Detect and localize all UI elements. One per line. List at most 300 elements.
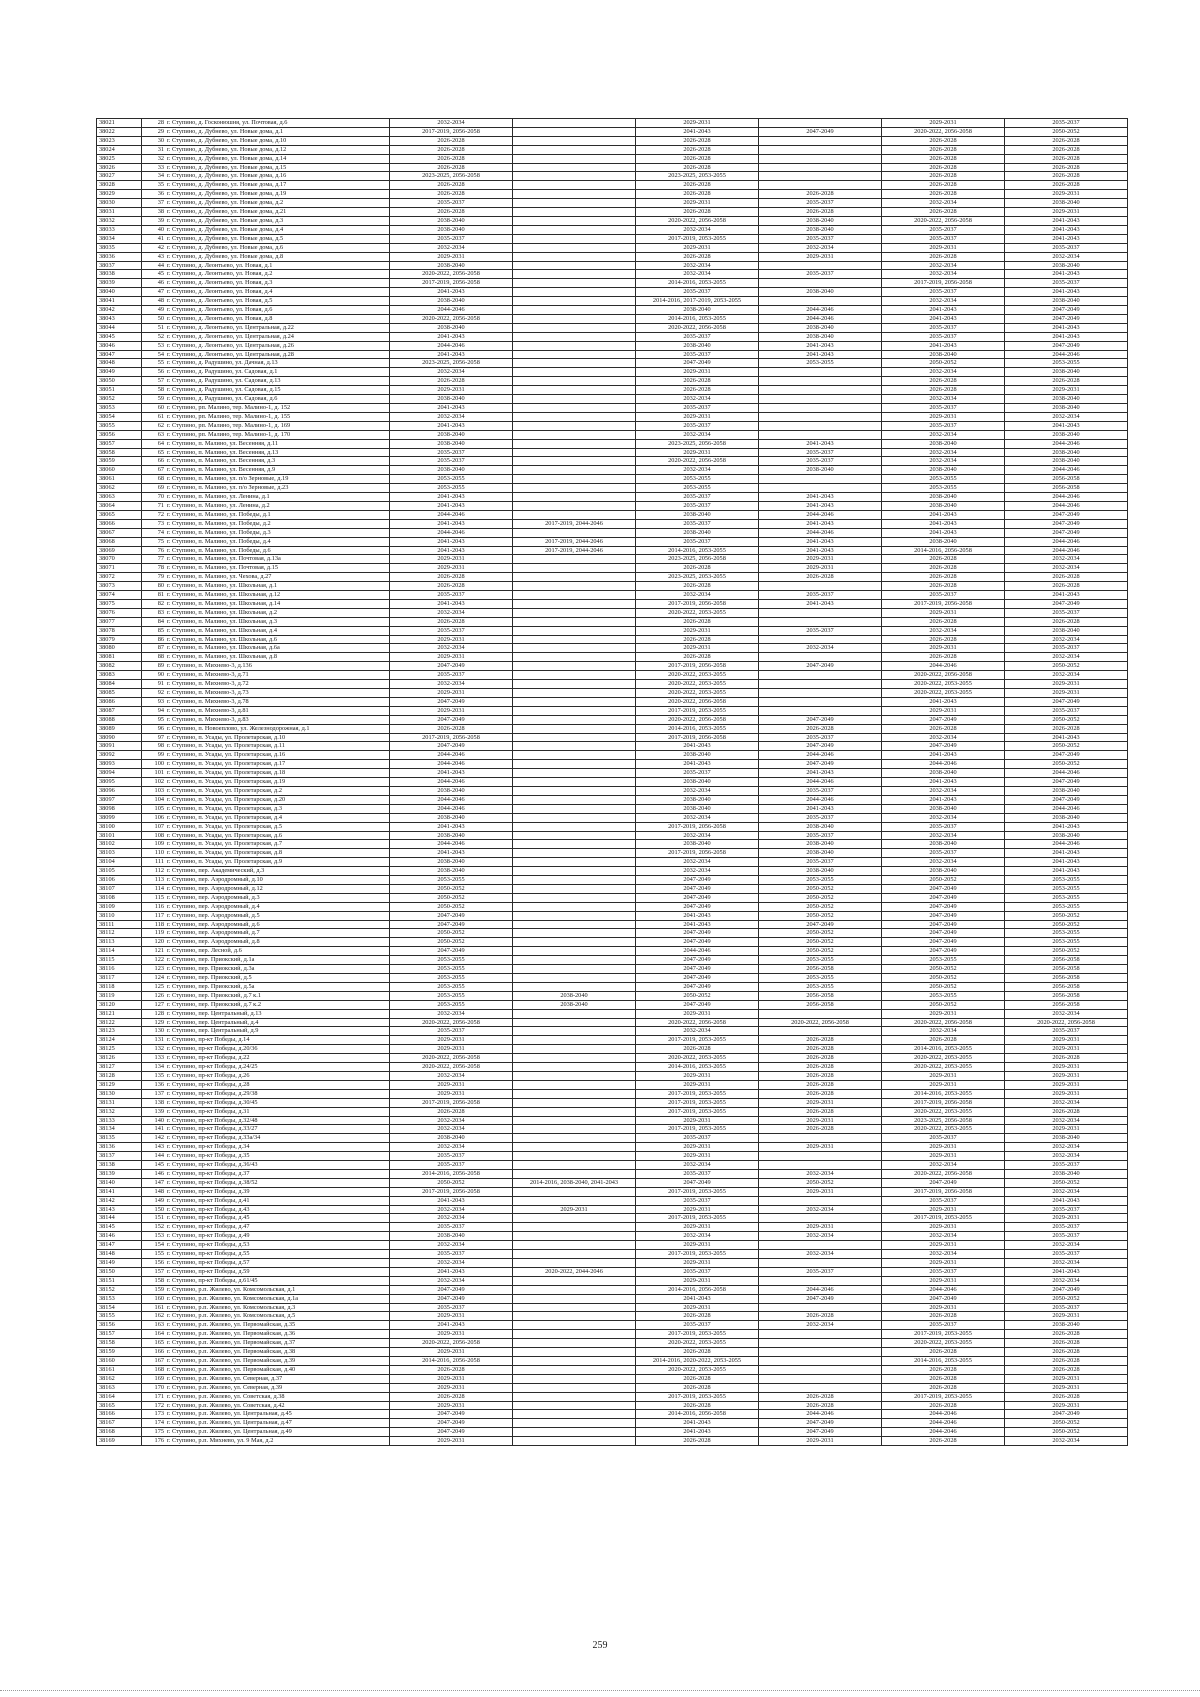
row-number: 102 xyxy=(142,778,166,787)
period-cell-2 xyxy=(513,804,636,813)
address-cell: г. Ступино, пер. Аэродромный, д.3 xyxy=(165,893,390,902)
address-cell: г. Ступино, пер. Центральный, д.9 xyxy=(165,1027,390,1036)
row-code: 38081 xyxy=(97,653,142,662)
period-cell-3: 2041-2043 xyxy=(636,1428,759,1437)
period-cell-1: 2032-2034 xyxy=(390,368,513,377)
table-row xyxy=(97,671,1128,680)
period-cell-6: 2029-2031 xyxy=(1005,1312,1128,1321)
period-cell-6: 2026-2028 xyxy=(1005,724,1128,733)
period-cell-5: 2053-2055 xyxy=(882,484,1005,493)
period-cell-1: 2041-2043 xyxy=(390,1196,513,1205)
row-code: 38049 xyxy=(97,368,142,377)
table-row xyxy=(97,867,1128,876)
period-cell-4: 2035-2037 xyxy=(759,831,882,840)
address-cell: г. Ступино, р.п. Жилево, ул. Первомайская, д.35 xyxy=(165,1321,390,1330)
period-cell-4: 2050-2052 xyxy=(759,884,882,893)
period-cell-5: 2029-2031 xyxy=(882,1152,1005,1161)
period-cell-4: 2026-2028 xyxy=(759,1045,882,1054)
period-cell-1: 2047-2049 xyxy=(390,742,513,751)
period-cell-2: 2017-2019, 2044-2046 xyxy=(513,519,636,528)
period-cell-6: 2047-2049 xyxy=(1005,1285,1128,1294)
row-number: 54 xyxy=(142,350,166,359)
address-cell: г. Ступино, пр-кт Победы, д.61/45 xyxy=(165,1276,390,1285)
period-cell-2 xyxy=(513,706,636,715)
period-cell-6: 2044-2046 xyxy=(1005,546,1128,555)
period-cell-4 xyxy=(759,386,882,395)
period-cell-2 xyxy=(513,617,636,626)
period-cell-4: 2029-2031 xyxy=(759,564,882,573)
row-number: 79 xyxy=(142,573,166,582)
period-cell-1: 2029-2031 xyxy=(390,689,513,698)
period-cell-3: 2032-2034 xyxy=(636,786,759,795)
period-cell-1: 2029-2031 xyxy=(390,1045,513,1054)
row-number: 123 xyxy=(142,965,166,974)
period-cell-6: 2035-2037 xyxy=(1005,706,1128,715)
table-row xyxy=(97,965,1128,974)
row-code: 38117 xyxy=(97,974,142,983)
period-cell-3: 2035-2037 xyxy=(636,769,759,778)
period-cell-4: 2041-2043 xyxy=(759,599,882,608)
period-cell-1: 2044-2046 xyxy=(390,840,513,849)
period-cell-1: 2026-2028 xyxy=(390,136,513,145)
period-cell-2 xyxy=(513,261,636,270)
table-row xyxy=(97,1107,1128,1116)
period-cell-3: 2026-2028 xyxy=(636,208,759,217)
period-cell-5: 2014-2016, 2053-2055 xyxy=(882,1356,1005,1365)
period-cell-3: 2020-2022, 2053-2055 xyxy=(636,689,759,698)
address-cell: г. Ступино, р.п. Жилево, ул. Центральная, д.45 xyxy=(165,1410,390,1419)
row-number: 160 xyxy=(142,1294,166,1303)
period-cell-3: 2014-2016, 2053-2055 xyxy=(636,546,759,555)
address-cell: г. Ступино, пер. Аэродромный, д.12 xyxy=(165,884,390,893)
row-code: 38099 xyxy=(97,813,142,822)
period-cell-1: 2035-2037 xyxy=(390,671,513,680)
address-cell: г. Ступино, д. Дубнево, ул. Новые дома, д.6 xyxy=(165,243,390,252)
period-cell-3: 2038-2040 xyxy=(636,778,759,787)
address-cell: г. Ступино, д. Дубнево, ул. Новые дома, д.4 xyxy=(165,225,390,234)
period-cell-2 xyxy=(513,1428,636,1437)
period-cell-6: 2050-2052 xyxy=(1005,662,1128,671)
row-number: 158 xyxy=(142,1276,166,1285)
address-cell: г. Ступино, пр-кт Победы, д.49 xyxy=(165,1232,390,1241)
period-cell-6: 2032-2034 xyxy=(1005,555,1128,564)
period-cell-3: 2035-2037 xyxy=(636,519,759,528)
period-cell-5: 2053-2055 xyxy=(882,956,1005,965)
row-number: 75 xyxy=(142,537,166,546)
address-cell: г. Ступино, р.п. Жилево, ул. Советская, д.42 xyxy=(165,1401,390,1410)
row-code: 38038 xyxy=(97,270,142,279)
period-cell-6: 2038-2040 xyxy=(1005,1169,1128,1178)
row-number: 34 xyxy=(142,172,166,181)
period-cell-6: 2047-2049 xyxy=(1005,341,1128,350)
table-row xyxy=(97,493,1128,502)
period-cell-1: 2044-2046 xyxy=(390,341,513,350)
period-cell-4 xyxy=(759,617,882,626)
row-code: 38087 xyxy=(97,706,142,715)
period-cell-2 xyxy=(513,742,636,751)
row-code: 38115 xyxy=(97,956,142,965)
row-code: 38076 xyxy=(97,608,142,617)
period-cell-1: 2032-2034 xyxy=(390,1205,513,1214)
table-row xyxy=(97,368,1128,377)
period-cell-3: 2029-2031 xyxy=(636,368,759,377)
period-cell-3: 2014-2016, 2053-2055 xyxy=(636,1063,759,1072)
row-code: 38058 xyxy=(97,448,142,457)
period-cell-6: 2053-2055 xyxy=(1005,902,1128,911)
address-cell: г. Ступино, рп. Малино, тер. Малино-1, д. 170 xyxy=(165,430,390,439)
period-cell-1: 2047-2049 xyxy=(390,1410,513,1419)
period-cell-4: 2026-2028 xyxy=(759,1054,882,1063)
row-code: 38072 xyxy=(97,573,142,582)
period-cell-6: 2032-2034 xyxy=(1005,1259,1128,1268)
address-cell: г. Ступино, п. Михнево-3, д.78 xyxy=(165,697,390,706)
period-cell-2 xyxy=(513,199,636,208)
period-cell-1: 2029-2031 xyxy=(390,1080,513,1089)
period-cell-4: 2056-2058 xyxy=(759,991,882,1000)
address-cell: г. Ступино, п. Малино, ул. Ленина, д.1 xyxy=(165,493,390,502)
row-number: 38 xyxy=(142,208,166,217)
period-cell-5: 2035-2037 xyxy=(882,288,1005,297)
table-row xyxy=(97,1080,1128,1089)
row-code: 38086 xyxy=(97,697,142,706)
period-cell-3: 2029-2031 xyxy=(636,1205,759,1214)
row-number: 63 xyxy=(142,430,166,439)
row-code: 38041 xyxy=(97,297,142,306)
period-cell-5: 2041-2043 xyxy=(882,519,1005,528)
period-cell-4 xyxy=(759,1241,882,1250)
period-cell-3: 2026-2028 xyxy=(636,1437,759,1446)
period-cell-2 xyxy=(513,154,636,163)
period-cell-6: 2044-2046 xyxy=(1005,350,1128,359)
period-cell-4 xyxy=(759,395,882,404)
period-cell-2 xyxy=(513,1187,636,1196)
period-cell-3: 2041-2043 xyxy=(636,911,759,920)
row-code: 38027 xyxy=(97,172,142,181)
period-cell-5: 2050-2052 xyxy=(882,965,1005,974)
table-row xyxy=(97,537,1128,546)
table-row xyxy=(97,635,1128,644)
table-row xyxy=(97,786,1128,795)
table-row xyxy=(97,404,1128,413)
row-number: 49 xyxy=(142,306,166,315)
table-row xyxy=(97,1250,1128,1259)
row-code: 38169 xyxy=(97,1437,142,1446)
period-cell-1: 2047-2049 xyxy=(390,715,513,724)
row-code: 38043 xyxy=(97,314,142,323)
address-cell: г. Ступино, пр-кт Победы, д.26 xyxy=(165,1071,390,1080)
address-cell: г. Ступино, пр-кт Победы, д.20/36 xyxy=(165,1045,390,1054)
period-cell-6: 2044-2046 xyxy=(1005,493,1128,502)
period-cell-1: 2029-2031 xyxy=(390,1401,513,1410)
address-cell: г. Ступино, пр-кт Победы, д.24/25 xyxy=(165,1063,390,1072)
period-cell-2 xyxy=(513,902,636,911)
period-cell-2 xyxy=(513,697,636,706)
period-cell-1: 2038-2040 xyxy=(390,1232,513,1241)
row-number: 139 xyxy=(142,1107,166,1116)
address-cell: г. Ступино, р.п. Жилево, ул. Комсомольская, д.1а xyxy=(165,1294,390,1303)
row-number: 91 xyxy=(142,680,166,689)
period-cell-1: 2044-2046 xyxy=(390,528,513,537)
period-cell-4: 2047-2049 xyxy=(759,760,882,769)
period-cell-3: 2017-2019, 2053-2055 xyxy=(636,1330,759,1339)
period-cell-4: 2047-2049 xyxy=(759,1428,882,1437)
period-cell-5: 2032-2034 xyxy=(882,270,1005,279)
table-row xyxy=(97,297,1128,306)
address-cell: г. Ступино, д. Дубнево, ул. Новые дома, д.21 xyxy=(165,208,390,217)
table-row xyxy=(97,1071,1128,1080)
period-cell-5: 2017-2019, 2053-2055 xyxy=(882,1392,1005,1401)
period-cell-6: 2050-2052 xyxy=(1005,1419,1128,1428)
period-cell-4: 2056-2058 xyxy=(759,1000,882,1009)
period-cell-5: 2047-2049 xyxy=(882,884,1005,893)
row-code: 38120 xyxy=(97,1000,142,1009)
period-cell-5: 2029-2031 xyxy=(882,1303,1005,1312)
period-cell-3: 2032-2034 xyxy=(636,395,759,404)
period-cell-2 xyxy=(513,1152,636,1161)
period-cell-2 xyxy=(513,947,636,956)
address-cell: г. Ступино, п. Усады, ул. Пролетарская, д.4 xyxy=(165,813,390,822)
period-cell-5: 2041-2043 xyxy=(882,528,1005,537)
address-cell: г. Ступино, пер. Приокский, д.1а xyxy=(165,956,390,965)
period-cell-3: 2029-2031 xyxy=(636,1276,759,1285)
period-cell-3: 2038-2040 xyxy=(636,804,759,813)
period-cell-4: 2032-2034 xyxy=(759,1232,882,1241)
period-cell-2 xyxy=(513,911,636,920)
row-code: 38096 xyxy=(97,786,142,795)
period-cell-5: 2026-2028 xyxy=(882,208,1005,217)
period-cell-6: 2029-2031 xyxy=(1005,1071,1128,1080)
period-cell-1: 2053-2055 xyxy=(390,982,513,991)
period-cell-6: 2035-2037 xyxy=(1005,1303,1128,1312)
period-cell-2 xyxy=(513,270,636,279)
period-cell-1: 2032-2034 xyxy=(390,1214,513,1223)
address-cell: г. Ступино, пер. Академический, д.3 xyxy=(165,867,390,876)
period-cell-4 xyxy=(759,368,882,377)
period-cell-6: 2026-2028 xyxy=(1005,136,1128,145)
period-cell-1: 2032-2034 xyxy=(390,644,513,653)
period-cell-3: 2032-2034 xyxy=(636,1161,759,1170)
period-cell-1: 2041-2043 xyxy=(390,332,513,341)
period-cell-4 xyxy=(759,635,882,644)
schedule-table-body xyxy=(97,119,1128,1446)
period-cell-4: 2026-2028 xyxy=(759,1071,882,1080)
row-number: 109 xyxy=(142,840,166,849)
row-number: 174 xyxy=(142,1419,166,1428)
period-cell-6: 2044-2046 xyxy=(1005,840,1128,849)
page-number: 259 xyxy=(592,1640,608,1651)
table-row xyxy=(97,1348,1128,1357)
period-cell-6: 2020-2022, 2056-2058 xyxy=(1005,1018,1128,1027)
address-cell: г. Ступино, р.п. Жилево, ул. Первомайская, д.38 xyxy=(165,1348,390,1357)
period-cell-2 xyxy=(513,510,636,519)
period-cell-5: 2026-2028 xyxy=(882,163,1005,172)
row-number: 149 xyxy=(142,1196,166,1205)
period-cell-3: 2017-2019, 2053-2055 xyxy=(636,1125,759,1134)
period-cell-3: 2035-2037 xyxy=(636,350,759,359)
period-cell-1: 2026-2028 xyxy=(390,1107,513,1116)
period-cell-4: 2035-2037 xyxy=(759,199,882,208)
period-cell-4: 2044-2046 xyxy=(759,306,882,315)
period-cell-5: 2026-2028 xyxy=(882,377,1005,386)
period-cell-2 xyxy=(513,564,636,573)
address-cell: г. Ступино, п. Малино, ул. Школьная, д.14 xyxy=(165,599,390,608)
address-cell: г. Ступино, д. Радушино, ул. Садовая, д.6 xyxy=(165,395,390,404)
row-number: 152 xyxy=(142,1223,166,1232)
period-cell-2 xyxy=(513,1339,636,1348)
address-cell: г. Ступино, пр-кт Победы, д.14 xyxy=(165,1036,390,1045)
period-cell-4: 2047-2049 xyxy=(759,662,882,671)
address-cell: г. Ступино, р.п. Жилево, ул. Первомайская, д.40 xyxy=(165,1365,390,1374)
period-cell-6: 2038-2040 xyxy=(1005,199,1128,208)
table-row xyxy=(97,136,1128,145)
period-cell-1: 2032-2034 xyxy=(390,608,513,617)
address-cell: г. Ступино, п. Малино, ул. Победы, д.4 xyxy=(165,537,390,546)
row-code: 38106 xyxy=(97,876,142,885)
period-cell-1: 2029-2031 xyxy=(390,706,513,715)
period-cell-2 xyxy=(513,876,636,885)
row-code: 38168 xyxy=(97,1428,142,1437)
period-cell-4: 2038-2040 xyxy=(759,867,882,876)
row-number: 124 xyxy=(142,974,166,983)
address-cell: г. Ступино, п. Михнево-3, д.81 xyxy=(165,706,390,715)
period-cell-2 xyxy=(513,1232,636,1241)
row-number: 148 xyxy=(142,1187,166,1196)
row-number: 80 xyxy=(142,582,166,591)
row-code: 38110 xyxy=(97,911,142,920)
period-cell-1: 2041-2043 xyxy=(390,350,513,359)
period-cell-6: 2050-2052 xyxy=(1005,127,1128,136)
address-cell: г. Ступино, п. Малино, ул. Школьная, д.8 xyxy=(165,653,390,662)
row-code: 38165 xyxy=(97,1401,142,1410)
period-cell-2 xyxy=(513,172,636,181)
row-number: 43 xyxy=(142,252,166,261)
period-cell-6: 2050-2052 xyxy=(1005,1294,1128,1303)
address-cell: г. Ступино, пер. Центральный, д.4 xyxy=(165,1018,390,1027)
address-cell: г. Ступино, д. Дубнево, ул. Новые дома, д.12 xyxy=(165,145,390,154)
row-code: 38039 xyxy=(97,279,142,288)
period-cell-4 xyxy=(759,689,882,698)
address-cell: г. Ступино, р.п. Жилево, ул. Комсомольская, д.3 xyxy=(165,1303,390,1312)
period-cell-6: 2029-2031 xyxy=(1005,208,1128,217)
address-cell: г. Ступино, пер. Аэродромный, д.5 xyxy=(165,911,390,920)
table-row xyxy=(97,795,1128,804)
period-cell-4 xyxy=(759,697,882,706)
period-cell-6: 2056-2058 xyxy=(1005,956,1128,965)
table-row xyxy=(97,1169,1128,1178)
table-row xyxy=(97,573,1128,582)
row-number: 153 xyxy=(142,1232,166,1241)
period-cell-6: 2035-2037 xyxy=(1005,119,1128,128)
period-cell-2 xyxy=(513,1036,636,1045)
table-row xyxy=(97,1018,1128,1027)
address-cell: г. Ступино, пр-кт Победы, д.30/45 xyxy=(165,1098,390,1107)
period-cell-3: 2032-2034 xyxy=(636,261,759,270)
period-cell-5: 2038-2040 xyxy=(882,439,1005,448)
period-cell-6: 2053-2055 xyxy=(1005,884,1128,893)
period-cell-6: 2047-2049 xyxy=(1005,314,1128,323)
period-cell-5: 2035-2037 xyxy=(882,332,1005,341)
table-row xyxy=(97,386,1128,395)
address-cell: г. Ступино, п. Малино, ул. Школьная, д.2 xyxy=(165,608,390,617)
period-cell-5: 2032-2034 xyxy=(882,457,1005,466)
period-cell-3: 2047-2049 xyxy=(636,982,759,991)
period-cell-4 xyxy=(759,1356,882,1365)
row-code: 38085 xyxy=(97,689,142,698)
row-code: 38100 xyxy=(97,822,142,831)
period-cell-2 xyxy=(513,466,636,475)
table-row xyxy=(97,1401,1128,1410)
period-cell-1: 2041-2043 xyxy=(390,822,513,831)
table-row xyxy=(97,1125,1128,1134)
period-cell-5: 2026-2028 xyxy=(882,172,1005,181)
period-cell-2 xyxy=(513,1089,636,1098)
period-cell-4: 2038-2040 xyxy=(759,822,882,831)
row-code: 38143 xyxy=(97,1205,142,1214)
period-cell-6: 2026-2028 xyxy=(1005,181,1128,190)
period-cell-1: 2038-2040 xyxy=(390,395,513,404)
address-cell: г. Ступино, пер. Аэродромный, д.4 xyxy=(165,902,390,911)
row-number: 165 xyxy=(142,1339,166,1348)
period-cell-6: 2026-2028 xyxy=(1005,1330,1128,1339)
period-cell-6: 2044-2046 xyxy=(1005,439,1128,448)
period-cell-1: 2032-2034 xyxy=(390,119,513,128)
table-row xyxy=(97,884,1128,893)
row-code: 38068 xyxy=(97,537,142,546)
period-cell-2 xyxy=(513,813,636,822)
row-number: 57 xyxy=(142,377,166,386)
period-cell-2 xyxy=(513,920,636,929)
table-row xyxy=(97,279,1128,288)
table-row xyxy=(97,501,1128,510)
period-cell-3: 2032-2034 xyxy=(636,591,759,600)
period-cell-2 xyxy=(513,306,636,315)
period-cell-1: 2047-2049 xyxy=(390,1419,513,1428)
address-cell: г. Ступино, д. Леонтьево, ул. Новая, д.8 xyxy=(165,314,390,323)
row-number: 111 xyxy=(142,858,166,867)
period-cell-5: 2017-2019, 2056-2058 xyxy=(882,1098,1005,1107)
period-cell-6: 2032-2034 xyxy=(1005,1152,1128,1161)
address-cell: г. Ступино, п. Малино, ул. Весенняя, д.13 xyxy=(165,448,390,457)
period-cell-4 xyxy=(759,1330,882,1339)
period-cell-6: 2053-2055 xyxy=(1005,938,1128,947)
period-cell-6: 2056-2058 xyxy=(1005,991,1128,1000)
address-cell: г. Ступино, пр-кт Победы, д.34 xyxy=(165,1143,390,1152)
period-cell-3: 2029-2031 xyxy=(636,1223,759,1232)
period-cell-1: 2041-2043 xyxy=(390,404,513,413)
period-cell-5: 2026-2028 xyxy=(882,617,1005,626)
table-row xyxy=(97,127,1128,136)
row-code: 38104 xyxy=(97,858,142,867)
period-cell-3: 2026-2028 xyxy=(636,1383,759,1392)
row-code: 38021 xyxy=(97,119,142,128)
row-code: 38146 xyxy=(97,1232,142,1241)
period-cell-6: 2032-2034 xyxy=(1005,1187,1128,1196)
period-cell-4: 2041-2043 xyxy=(759,350,882,359)
row-number: 44 xyxy=(142,261,166,270)
address-cell: г. Ступино, д. Дубнево, ул. Новые дома, д.1 xyxy=(165,127,390,136)
period-cell-6: 2026-2028 xyxy=(1005,1348,1128,1357)
table-row xyxy=(97,1365,1128,1374)
period-cell-4: 2047-2049 xyxy=(759,742,882,751)
period-cell-4: 2026-2028 xyxy=(759,1392,882,1401)
table-row xyxy=(97,1392,1128,1401)
period-cell-2 xyxy=(513,974,636,983)
period-cell-6: 2050-2052 xyxy=(1005,742,1128,751)
address-cell: г. Ступино, п. Малино, ул. Школьная, д.6а xyxy=(165,644,390,653)
period-cell-2 xyxy=(513,769,636,778)
row-number: 71 xyxy=(142,501,166,510)
period-cell-1: 2044-2046 xyxy=(390,760,513,769)
